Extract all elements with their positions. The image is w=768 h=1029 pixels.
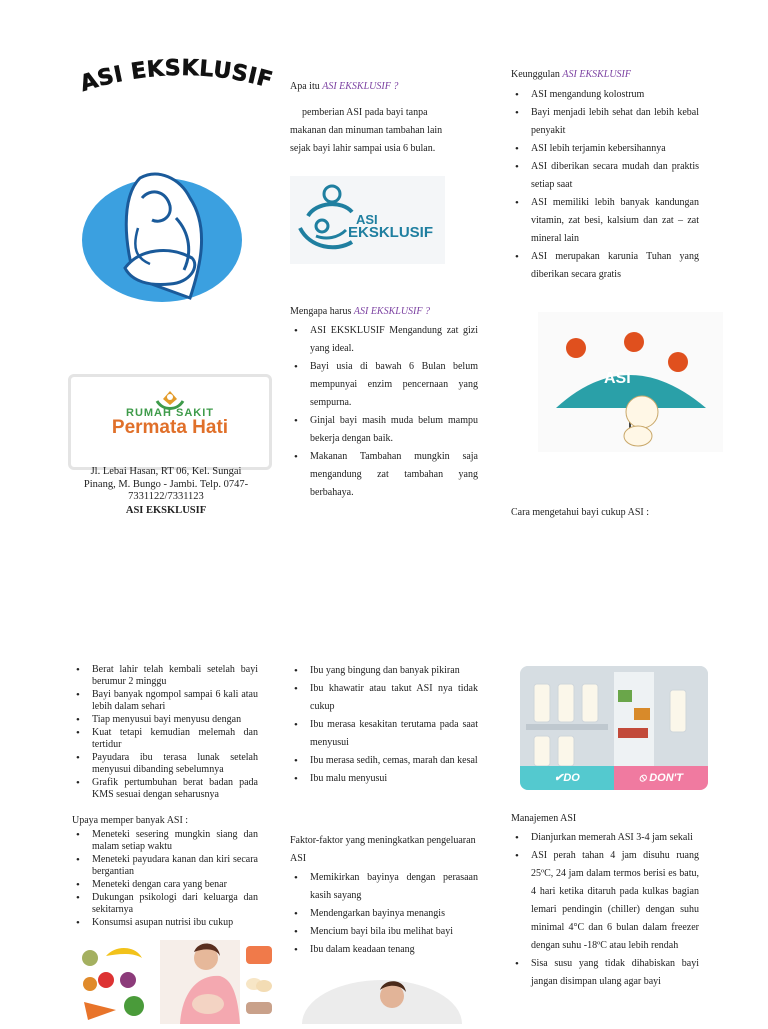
list-item: • Mendengarkan bayinya menangis bbox=[290, 905, 478, 923]
mother-kissing-baby-photo bbox=[300, 974, 465, 1024]
list-item: • Ginjal bayi masih muda belum mampu bekerja dengan baik. bbox=[290, 412, 478, 448]
mother-baby-photo bbox=[160, 940, 240, 1024]
breastfeeding-illustration bbox=[80, 158, 245, 313]
dont-section bbox=[614, 766, 708, 790]
factors-list bbox=[290, 869, 478, 959]
protein-food-illustration bbox=[240, 940, 276, 1024]
list-item: • Bayi banyak ngompol sampai 6 kali atau lebih dalam sehari bbox=[72, 689, 258, 713]
list-item: • Bayi usia di bawah 6 Bulan belum mempunyai enzim pencernaan yang sempurna. bbox=[290, 358, 478, 412]
question-why: Mengapa harus ASI EKSKLUSIF ? bbox=[290, 306, 430, 317]
list-item: • ASI perah tahan 4 jam disuhu ruang 25ºC, 24 jam dalam termos berisi es batu, 4 hari ketika ditaruh pada kulkas bagian lemari pendingin (chiller) dengan suhu minimal 4°C dan 6 bulan dalam freezer dengan suhu -18ºC atau lebih rendah bbox=[511, 847, 699, 955]
management-heading: Manajemen ASI bbox=[511, 813, 577, 824]
list-item: • Ibu merasa kesakitan terutama pada saat menyusui bbox=[290, 716, 478, 752]
management-list bbox=[511, 829, 699, 991]
list-item: • Meneteki dengan cara yang benar bbox=[72, 879, 258, 891]
list-item: • Kuat tetapi kemudian melemah dan tertidur bbox=[72, 727, 258, 751]
dont-label: DON'T bbox=[649, 772, 683, 784]
signs-list bbox=[72, 664, 258, 802]
umbrella-label: ASI bbox=[604, 370, 631, 387]
list-item: • Memikirkan bayinya dengan perasaan kasih sayang bbox=[290, 869, 478, 905]
list-item: • Meneteki sesering mungkin siang dan malam setiap waktu bbox=[72, 829, 258, 853]
advantages-list bbox=[511, 86, 699, 284]
list-item: • Payudara ibu terasa lunak setelah menyusui dibanding sebelumnya bbox=[72, 752, 258, 776]
question-what-is: Apa itu ASI EKSKLUSIF ? bbox=[290, 81, 399, 92]
list-item: • ASI merupakan karunia Tuhan yang diberikan secara gratis bbox=[511, 248, 699, 284]
list-item: • Dukungan psikologi dari keluarga dan sekitarnya bbox=[72, 892, 258, 916]
left-subtitle: ASI EKSKLUSIF bbox=[125, 505, 207, 516]
list-item: • Sisa susu yang tidak dihabiskan bayi jangan disimpan ulang agar bayi bbox=[511, 955, 699, 991]
no-icon: ⦸ bbox=[638, 772, 650, 784]
list-item: • Dianjurkan memerah ASI 3-4 jam sekali bbox=[511, 829, 699, 847]
list-item: • Ibu dalam keadaan tenang bbox=[290, 941, 478, 959]
enough-milk-heading: Cara mengetahui bayi cukup ASI : bbox=[511, 507, 650, 518]
list-item: • Mencium bayi bila ibu melihat bayi bbox=[290, 923, 478, 941]
list-item: • Bayi menjadi lebih sehat dan lebih kebal penyakit bbox=[511, 104, 699, 140]
hospital-logo-line1: RUMAH SAKIT bbox=[126, 407, 214, 419]
definition-text: pemberian ASI pada bayi tanpa makanan dan minuman tambahan lain sejak bayi lahir sampai usia 6 bulan. bbox=[290, 107, 443, 154]
list-item: • Makanan Tambahan mungkin saja mengandung zat tambahan yang berbahaya. bbox=[290, 448, 478, 502]
umbrella-baby-illustration bbox=[538, 312, 723, 452]
title-text: ASI EKSKLUSIF bbox=[77, 58, 276, 97]
breastmilk-storage-photo bbox=[520, 666, 708, 790]
hospital-logo-line2: Permata Hati bbox=[111, 417, 229, 438]
list-item: • Konsumsi asupan nutrisi ibu cukup bbox=[72, 917, 258, 929]
hospital-address: Jl. Lebai Hasan, RT 06, Kel. Sungai Pinang, M. Bungo - Jambi. Telp. 0747-7331122/7331123 bbox=[83, 466, 249, 502]
list-item: • Grafik pertumbuhan berat badan pada KMS sesuai dengan seharusnya bbox=[72, 777, 258, 801]
list-item: • Tiap menyusui bayi menyusu dengan bbox=[72, 714, 258, 726]
list-item: • Ibu merasa sedih, cemas, marah dan kesal bbox=[290, 752, 478, 770]
list-item: • Meneteki payudara kanan dan kiri secara bergantian bbox=[72, 854, 258, 878]
list-item: • Ibu khawatir atau takut ASI nya tidak cukup bbox=[290, 680, 478, 716]
advantages-heading: Keunggulan ASI EKSKLUSIF bbox=[511, 69, 631, 80]
list-item: • Ibu yang bingung dan banyak pikiran bbox=[290, 662, 478, 680]
factors-heading: Faktor-faktor yang meningkatkan pengeluaran ASI bbox=[290, 835, 476, 864]
hospital-logo bbox=[68, 374, 272, 470]
efforts-list bbox=[72, 829, 258, 929]
do-label: ✔DO bbox=[520, 766, 614, 790]
svg-text:ASI EKSKLUSIF bbox=[77, 58, 275, 97]
list-item: • ASI memiliki lebih banyak kandungan vitamin, zat besi, kalsium dan zat – zat mineral lain bbox=[511, 194, 699, 248]
asi-logo-text-top: ASI bbox=[356, 212, 378, 227]
title-wordart bbox=[76, 58, 276, 98]
list-item: • ASI diberikan secara mudah dan praktis setiap saat bbox=[511, 158, 699, 194]
effort-heading: Upaya memper banyak ASI : bbox=[72, 815, 189, 826]
asi-eksklusif-logo bbox=[290, 176, 445, 264]
nutrition-food-illustration bbox=[76, 940, 156, 1024]
list-item: • ASI EKSKLUSIF Mengandung zat gizi yang ideal. bbox=[290, 322, 478, 358]
list-item: • Berat lahir telah kembali setelah bayi berumur 2 minggu bbox=[72, 664, 258, 688]
list-item: • ASI mengandung kolostrum bbox=[511, 86, 699, 104]
inhibitors-list bbox=[290, 662, 478, 788]
list-item: • Ibu malu menyusui bbox=[290, 770, 478, 788]
reasons-list bbox=[290, 322, 478, 502]
list-item: • ASI lebih terjamin kebersihannya bbox=[511, 140, 699, 158]
asi-logo-text-bottom: EKSKLUSIF bbox=[348, 224, 434, 241]
